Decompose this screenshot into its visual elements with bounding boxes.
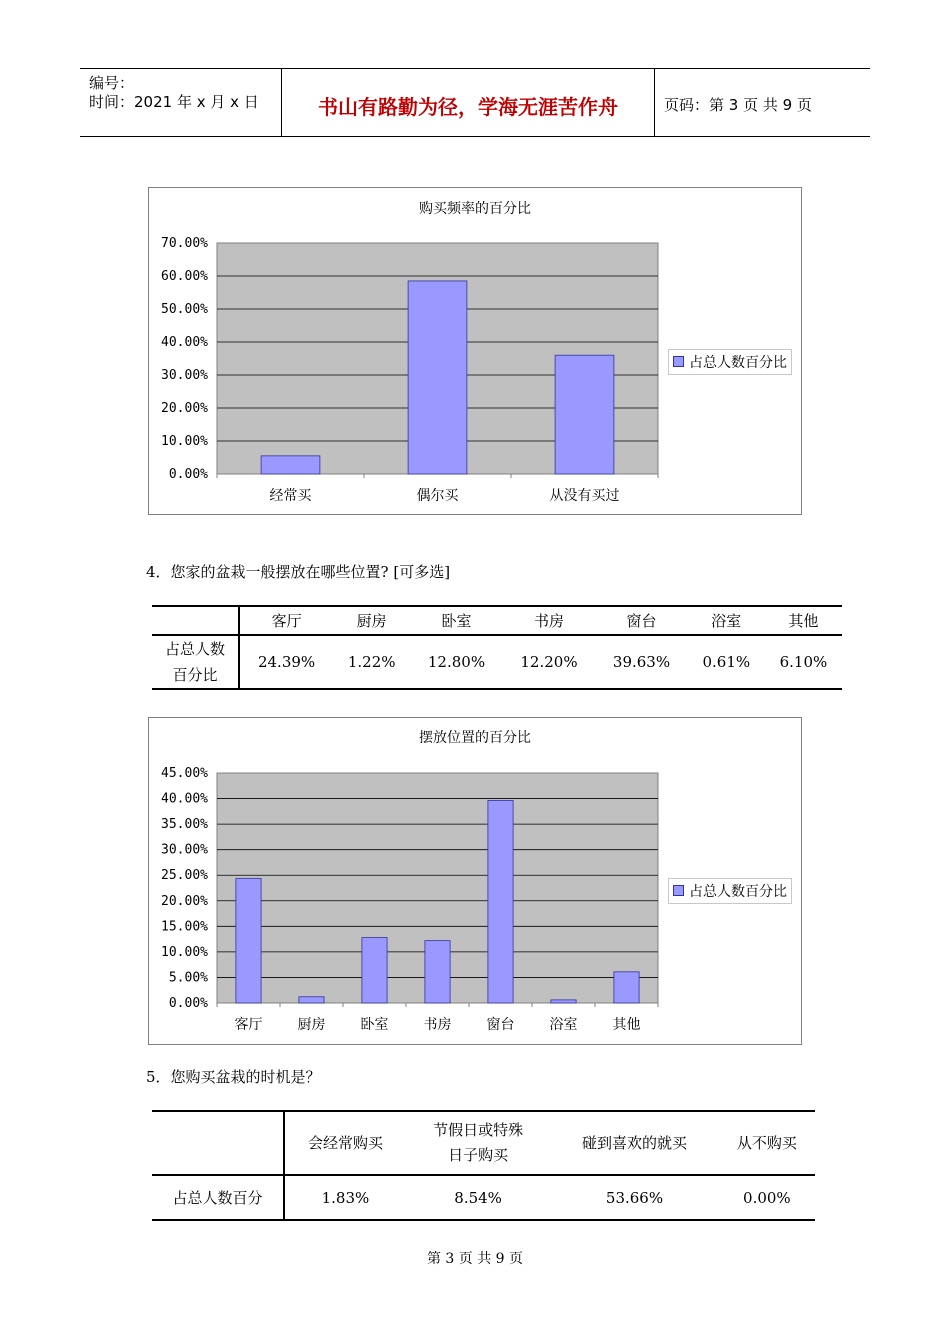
y-tick-label: 25.00% xyxy=(161,868,208,884)
table-corner-cell xyxy=(152,606,239,635)
x-tick-label: 卧室 xyxy=(360,1017,389,1033)
bar xyxy=(551,1000,576,1003)
row-label-line: 占总人数 xyxy=(164,640,225,658)
header-page-cell xyxy=(655,69,870,136)
y-tick-label: 30.00% xyxy=(161,368,208,383)
x-tick-label: 窗台 xyxy=(486,1017,515,1033)
placement-chart xyxy=(148,717,802,1045)
table-row-label xyxy=(152,635,239,689)
bar xyxy=(236,878,261,1003)
y-tick-label: 35.00% xyxy=(161,817,208,833)
y-tick-label: 15.00% xyxy=(161,919,208,935)
x-tick-label: 偶尔买 xyxy=(416,488,459,504)
header-line: 日子购买 xyxy=(448,1146,509,1164)
y-tick-label: 70.00% xyxy=(161,236,208,251)
table-header-cell: 厨房 xyxy=(333,606,410,635)
table-cell: 8.54% xyxy=(454,1188,502,1207)
y-tick-label: 20.00% xyxy=(161,893,208,909)
x-tick-label: 从没有买过 xyxy=(549,488,620,504)
document-number-label: 编号： xyxy=(89,74,135,92)
table-cell: 53.66% xyxy=(605,1188,664,1207)
table-corner-cell xyxy=(152,1111,284,1175)
y-tick-label: 10.00% xyxy=(161,944,208,960)
y-tick-label: 20.00% xyxy=(161,401,208,416)
y-tick-label: 0.00% xyxy=(168,996,208,1011)
bar xyxy=(614,972,639,1003)
chart-title: 购买频率的百分比 xyxy=(419,201,531,217)
bar xyxy=(408,281,467,474)
table-cell: 12.80% xyxy=(427,653,486,671)
table-cell: 12.20% xyxy=(520,653,578,671)
x-tick-label: 经常买 xyxy=(269,488,312,504)
y-tick-label: 45.00% xyxy=(161,766,208,781)
bar xyxy=(299,997,324,1003)
x-tick-label: 浴室 xyxy=(549,1017,578,1033)
row-label-line: 百分比 xyxy=(172,666,218,684)
x-tick-label: 客厅 xyxy=(234,1017,263,1033)
table-header-cell: 会经常购买 xyxy=(284,1111,406,1175)
question-4: 4．您家的盆栽一般摆放在哪些位置? [可多选] xyxy=(146,563,451,581)
header-line: 节假日或特殊 xyxy=(433,1121,524,1139)
bar xyxy=(261,456,320,474)
table-header-cell: 书房 xyxy=(503,606,596,635)
y-tick-label: 0.00% xyxy=(168,467,208,482)
y-tick-label: 40.00% xyxy=(161,335,208,350)
bar xyxy=(488,800,513,1003)
table-cell: 0.00% xyxy=(743,1188,791,1207)
legend-label: 占总人数百分比 xyxy=(689,884,787,900)
y-tick-label: 50.00% xyxy=(161,302,208,317)
chart-legend xyxy=(668,349,792,375)
x-tick-label: 厨房 xyxy=(297,1017,326,1033)
legend-swatch xyxy=(673,356,684,367)
header-page-number: 页码：第 3 页 共 9 页 xyxy=(664,96,812,114)
table-header-cell: 卧室 xyxy=(410,606,503,635)
bar xyxy=(555,355,614,474)
table-cell: 1.83% xyxy=(321,1188,370,1207)
chart-legend xyxy=(668,878,792,904)
header-motto-cell xyxy=(282,69,655,136)
y-tick-label: 5.00% xyxy=(168,970,208,986)
header-meta-cell xyxy=(80,69,282,136)
table-cell: 1.22% xyxy=(347,653,396,671)
bar xyxy=(362,938,387,1003)
page-header xyxy=(80,68,870,137)
x-tick-label: 其他 xyxy=(612,1017,641,1033)
purchase-timing-table xyxy=(152,1110,815,1221)
bar xyxy=(425,941,450,1003)
table-cell: 6.10% xyxy=(779,653,828,671)
purchase-frequency-chart xyxy=(148,187,802,515)
legend-swatch xyxy=(673,885,684,896)
table-header-cell: 碰到喜欢的就买 xyxy=(550,1111,718,1175)
chart-title: 摆放位置的百分比 xyxy=(419,730,531,746)
header-motto: 书山有路勤为径，学海无涯苦作舟 xyxy=(318,95,618,119)
question-5: 5．您购买盆栽的时机是？ xyxy=(146,1068,321,1086)
legend-label: 占总人数百分比 xyxy=(689,355,787,371)
x-tick-label: 书房 xyxy=(423,1017,452,1033)
table-cell: 39.63% xyxy=(612,653,671,671)
table-cell: 0.61% xyxy=(702,653,751,671)
table-header-cell: 窗台 xyxy=(595,606,688,635)
table-row-label: 占总人数百分 xyxy=(152,1175,284,1220)
page-footer: 第 3 页 共 9 页 xyxy=(426,1251,524,1267)
placement-table xyxy=(152,605,842,690)
table-header-cell: 浴室 xyxy=(688,606,765,635)
y-tick-label: 60.00% xyxy=(161,269,208,284)
table-cell: 24.39% xyxy=(257,653,316,671)
table-header-cell xyxy=(406,1111,550,1175)
y-tick-label: 40.00% xyxy=(161,791,208,807)
y-tick-label: 10.00% xyxy=(161,434,208,449)
y-tick-label: 30.00% xyxy=(161,842,208,858)
document-time-label: 时间：2021 年 x 月 x 日 xyxy=(89,93,259,111)
table-header-cell: 从不购买 xyxy=(719,1111,815,1175)
table-header-cell: 其他 xyxy=(765,606,842,635)
table-header-cell: 客厅 xyxy=(239,606,333,635)
